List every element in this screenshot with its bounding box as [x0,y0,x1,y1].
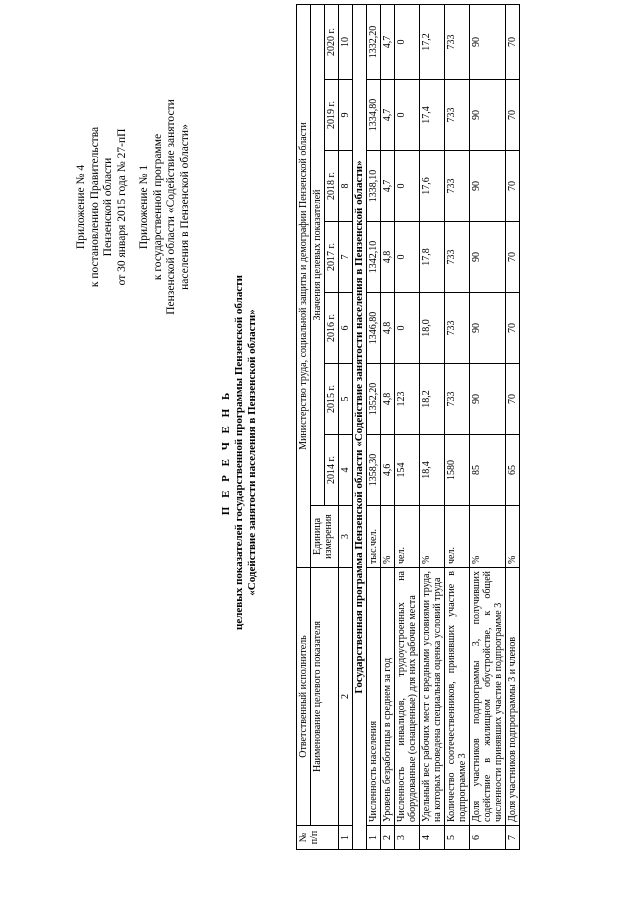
row-value: 4,7 [381,5,395,80]
row-value: 733 [445,293,470,364]
row-value: 85 [470,435,506,506]
row-value: 1338,10 [367,151,381,222]
row-value: 90 [470,364,506,435]
row-value: 17,2 [420,5,445,80]
row-value: 1334,80 [367,80,381,151]
row-value: 0 [395,80,420,151]
row-value: 1342,10 [367,222,381,293]
row-value: 4,8 [381,222,395,293]
program-title: Государственная программа Пензенской области «Содействие занятости населения в Пензенской области» [353,5,367,850]
col-num-cell: 9 [339,80,353,151]
header-name: Наименование целевого показателя [311,568,339,826]
col-num-cell: 4 [339,435,353,506]
indicators-table [296,4,520,850]
row-unit: % [381,506,395,568]
annex-line: от 30 января 2015 года № 27-пП [115,128,128,286]
header-exec-value: Министерство труда, социальной защиты и демографии Пензенской области [297,5,311,568]
row-value: 70 [506,222,520,293]
col-num-cell: 5 [339,364,353,435]
row-value: 1346,80 [367,293,381,364]
annex-line: Пензенской области [102,157,114,257]
row-value: 70 [506,5,520,80]
row-value: 70 [506,293,520,364]
year-cell: 2015 г. [325,364,339,435]
row-unit: чел. [445,506,470,568]
annex-line: к постановлению Правительства [88,126,101,288]
annex-block [75,57,192,357]
program-row [353,5,367,850]
col-num-cell: 2 [339,568,353,826]
row-value: 70 [506,151,520,222]
row-value: 65 [506,435,520,506]
annex-line: населения в Пензенской области» [178,124,191,290]
col-num-cell: 3 [339,506,353,568]
row-value: 123 [395,364,420,435]
table-row [395,5,420,850]
row-unit: тыс.чел. [367,506,381,568]
row-value: 70 [506,80,520,151]
col-num-cell: 10 [339,5,353,80]
row-value: 0 [395,5,420,80]
col-num-cell: 7 [339,222,353,293]
row-value: 90 [470,80,506,151]
row-value: 733 [445,5,470,80]
row-value: 0 [395,222,420,293]
col-num-cell: 8 [339,151,353,222]
annex-line: Пензенской области «Содействие занятости [165,99,177,315]
title-line-2: целевых показателей государственной программы Пензенской области [233,275,245,630]
row-value: 90 [470,5,506,80]
table-row [367,5,381,850]
year-cell: 2019 г. [325,80,339,151]
header-row-values [311,5,325,850]
row-num: 6 [470,826,506,850]
row-value: 0 [395,151,420,222]
row-value: 733 [445,80,470,151]
row-unit: % [506,506,520,568]
row-unit: % [420,506,445,568]
annex-gap [129,57,138,357]
annex-line: Приложение № 1 [138,164,150,250]
header-exec: Ответственный исполнитель [297,568,311,826]
row-value: 18,0 [420,293,445,364]
year-cell: 2020 г. [325,5,339,80]
row-value: 4,7 [381,151,395,222]
table-row [506,5,520,850]
row-value: 90 [470,222,506,293]
annex-line: к государственной программе [151,133,164,281]
row-value: 733 [445,364,470,435]
year-cell: 2017 г. [325,222,339,293]
row-num: 5 [445,826,470,850]
row-value: 17,8 [420,222,445,293]
year-cell: 2016 г. [325,293,339,364]
row-name: Уровень безработицы в среднем за год [381,568,395,826]
header-num: № п/п [297,826,339,850]
row-value: 4,8 [381,364,395,435]
year-cell: 2018 г. [325,151,339,222]
row-name: Доля участников подпрограммы 3 и членов [506,568,520,826]
col-num-cell: 6 [339,293,353,364]
row-num: 1 [367,826,381,850]
document-title [220,0,259,905]
row-value: 17,4 [420,80,445,151]
row-num: 4 [420,826,445,850]
row-value: 733 [445,151,470,222]
row-value: 1332,20 [367,5,381,80]
row-value: 70 [506,364,520,435]
row-value: 4,7 [381,80,395,151]
table-row [470,5,506,850]
row-value: 0 [395,293,420,364]
col-num-cell: 1 [339,826,353,850]
title-line-1: П Е Р Е Ч Е Н Ь [220,389,232,516]
row-name: Удельный вес рабочих мест с вредными условиями труда, на которых проведена специальная оценка условий труда [420,568,445,826]
row-name: Количество соотечественников, принявших участие в подпрограмме 3 [445,568,470,826]
row-value: 18,4 [420,435,445,506]
row-name: Численность инвалидов, трудоустроенных на оборудованные (оснащенные) для них рабочие места [395,568,420,826]
row-name: Численность населения [367,568,381,826]
row-value: 90 [470,151,506,222]
header-unit: Единица измерения [311,506,339,568]
row-value: 18,2 [420,364,445,435]
row-value: 1580 [445,435,470,506]
column-number-row [339,5,353,850]
row-unit: чел. [395,506,420,568]
row-num: 3 [395,826,420,850]
row-value: 17,6 [420,151,445,222]
row-value: 90 [470,293,506,364]
row-num: 2 [381,826,395,850]
table-row [420,5,445,850]
year-cell: 2014 г. [325,435,339,506]
table-row [445,5,470,850]
row-num: 7 [506,826,520,850]
row-unit: % [470,506,506,568]
title-line-3: «Содействие занятости населения в Пензенской области» [246,309,258,596]
header-row-exec [297,5,311,850]
row-value: 4,8 [381,293,395,364]
header-values: Значения целевых показателей [311,5,325,506]
table-row [381,5,395,850]
row-name: Доля участников подпрограммы 3, получивших содействие в жилищном обустройстве, к общей численности принявших участие в подпрограмме 3 [470,568,506,826]
row-value: 733 [445,222,470,293]
row-value: 4,6 [381,435,395,506]
annex-line: Приложение № 4 [75,164,87,250]
row-value: 1352,20 [367,364,381,435]
row-value: 154 [395,435,420,506]
row-value: 1358,30 [367,435,381,506]
